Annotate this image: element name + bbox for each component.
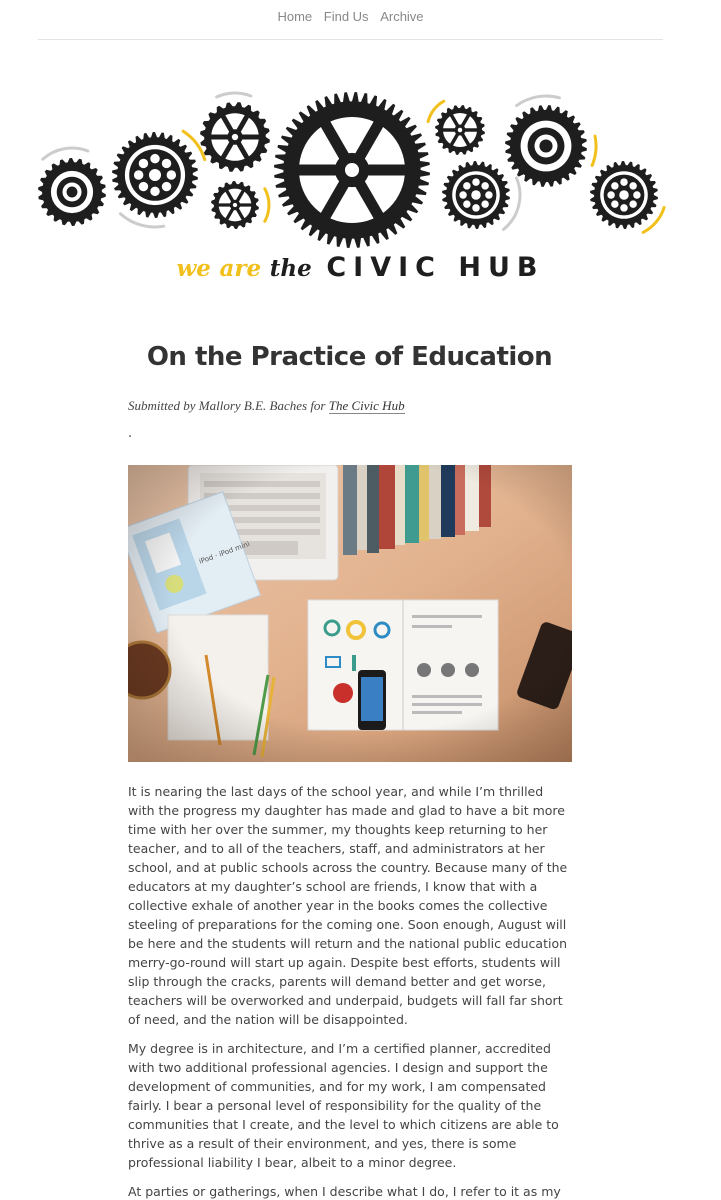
tagline-we: we xyxy=(176,255,211,282)
post-title: On the Practice of Education xyxy=(146,342,553,372)
gear-dot xyxy=(162,182,171,191)
byline-prefix: Submitted by Mallory B.E. Baches for xyxy=(128,398,326,413)
gear-dot xyxy=(629,200,636,207)
post-body xyxy=(128,782,572,1200)
gear-dot xyxy=(620,204,627,211)
gear-dot xyxy=(463,182,470,189)
arrow-arc-icon xyxy=(592,136,596,165)
gear-dot xyxy=(472,204,479,211)
gear-dot xyxy=(620,178,627,185)
gear-dot xyxy=(485,191,492,198)
gear-axle xyxy=(233,203,237,207)
nav-archive-link[interactable]: Archive xyxy=(380,9,424,24)
post-byline xyxy=(128,398,572,414)
site-brand-name: CIVIC HUB xyxy=(326,252,545,283)
gear-dot xyxy=(481,200,488,207)
arrow-arc-icon xyxy=(217,93,251,97)
gear-axle xyxy=(232,134,238,140)
gear-axle xyxy=(619,190,629,200)
gear-dot xyxy=(162,159,171,168)
gear-dot xyxy=(481,182,488,189)
gear-axle xyxy=(345,163,359,177)
gear-axle xyxy=(471,190,481,200)
post-photo xyxy=(128,465,572,762)
tagline-the: the xyxy=(269,255,312,282)
nav-links xyxy=(38,9,663,24)
gear-hub xyxy=(67,187,78,198)
gear-dot xyxy=(472,178,479,185)
gear-dot xyxy=(150,187,159,196)
arrow-arc-icon xyxy=(517,96,560,106)
gear-axle xyxy=(458,128,463,133)
gear-dot xyxy=(611,182,618,189)
gear-dot xyxy=(167,170,176,179)
post-paragraph: My degree is in architecture, and I’m a certified planner, accredited with two additional professional agencies. I design and support the development of communities, and for my work, I am compensated fairly. I bear a personal level of responsibility for the quality of the communities that I create, and the level to which citizens are able to thrive as a result of their environment, and yes, there is some professional liability I bear, albeit to a minor degree. xyxy=(128,1041,559,1170)
post-paragraph: It is nearing the last days of the school year, and while I’m thrilled with the progress my daughter has made and glad to have a bit more time with her over the summer, my thoughts keep returning to her teacher, and to all of the teachers, staff, and administrators at her school, and at public schools across the country. Because many of the educators at my daughter’s school are friends, I know that with a collective exhale of another year in the books comes the collective steeling of preparations for the coming one. Soon enough, August will be here and the students will return and the national public education merry-go-round will start up again. Despite best efforts, students will slip through the cracks, parents will demand better and get worse, teachers will be overworked and underpaid, budgets will fall far short of need, and the nation will be disappointed. xyxy=(128,784,568,1027)
gear-hub xyxy=(539,139,552,152)
gear-axle xyxy=(149,169,161,181)
tagline-are: are xyxy=(219,255,262,282)
gear-dot xyxy=(463,200,470,207)
gear-dot xyxy=(134,170,143,179)
arrow-arc-icon xyxy=(43,148,88,159)
arrow-arc-icon xyxy=(265,189,269,222)
gear-dot xyxy=(607,191,614,198)
gear-dot xyxy=(633,191,640,198)
gear-dot xyxy=(139,182,148,191)
gear-dot xyxy=(139,159,148,168)
nav-home-link[interactable]: Home xyxy=(277,9,313,24)
post-paragraph: At parties or gatherings, when I describe what I do, I refer to it as my xyxy=(128,1184,561,1199)
gear-dot xyxy=(629,182,636,189)
top-navigation xyxy=(38,0,663,40)
nav-find-us-link[interactable]: Find Us xyxy=(323,9,369,24)
gear-dot xyxy=(459,191,466,198)
gear-dot xyxy=(150,154,159,163)
byline-link[interactable]: The Civic Hub xyxy=(328,398,405,413)
site-tagline[interactable] xyxy=(0,248,721,289)
byline-dot: . xyxy=(128,426,133,441)
gear-dot xyxy=(611,200,618,207)
